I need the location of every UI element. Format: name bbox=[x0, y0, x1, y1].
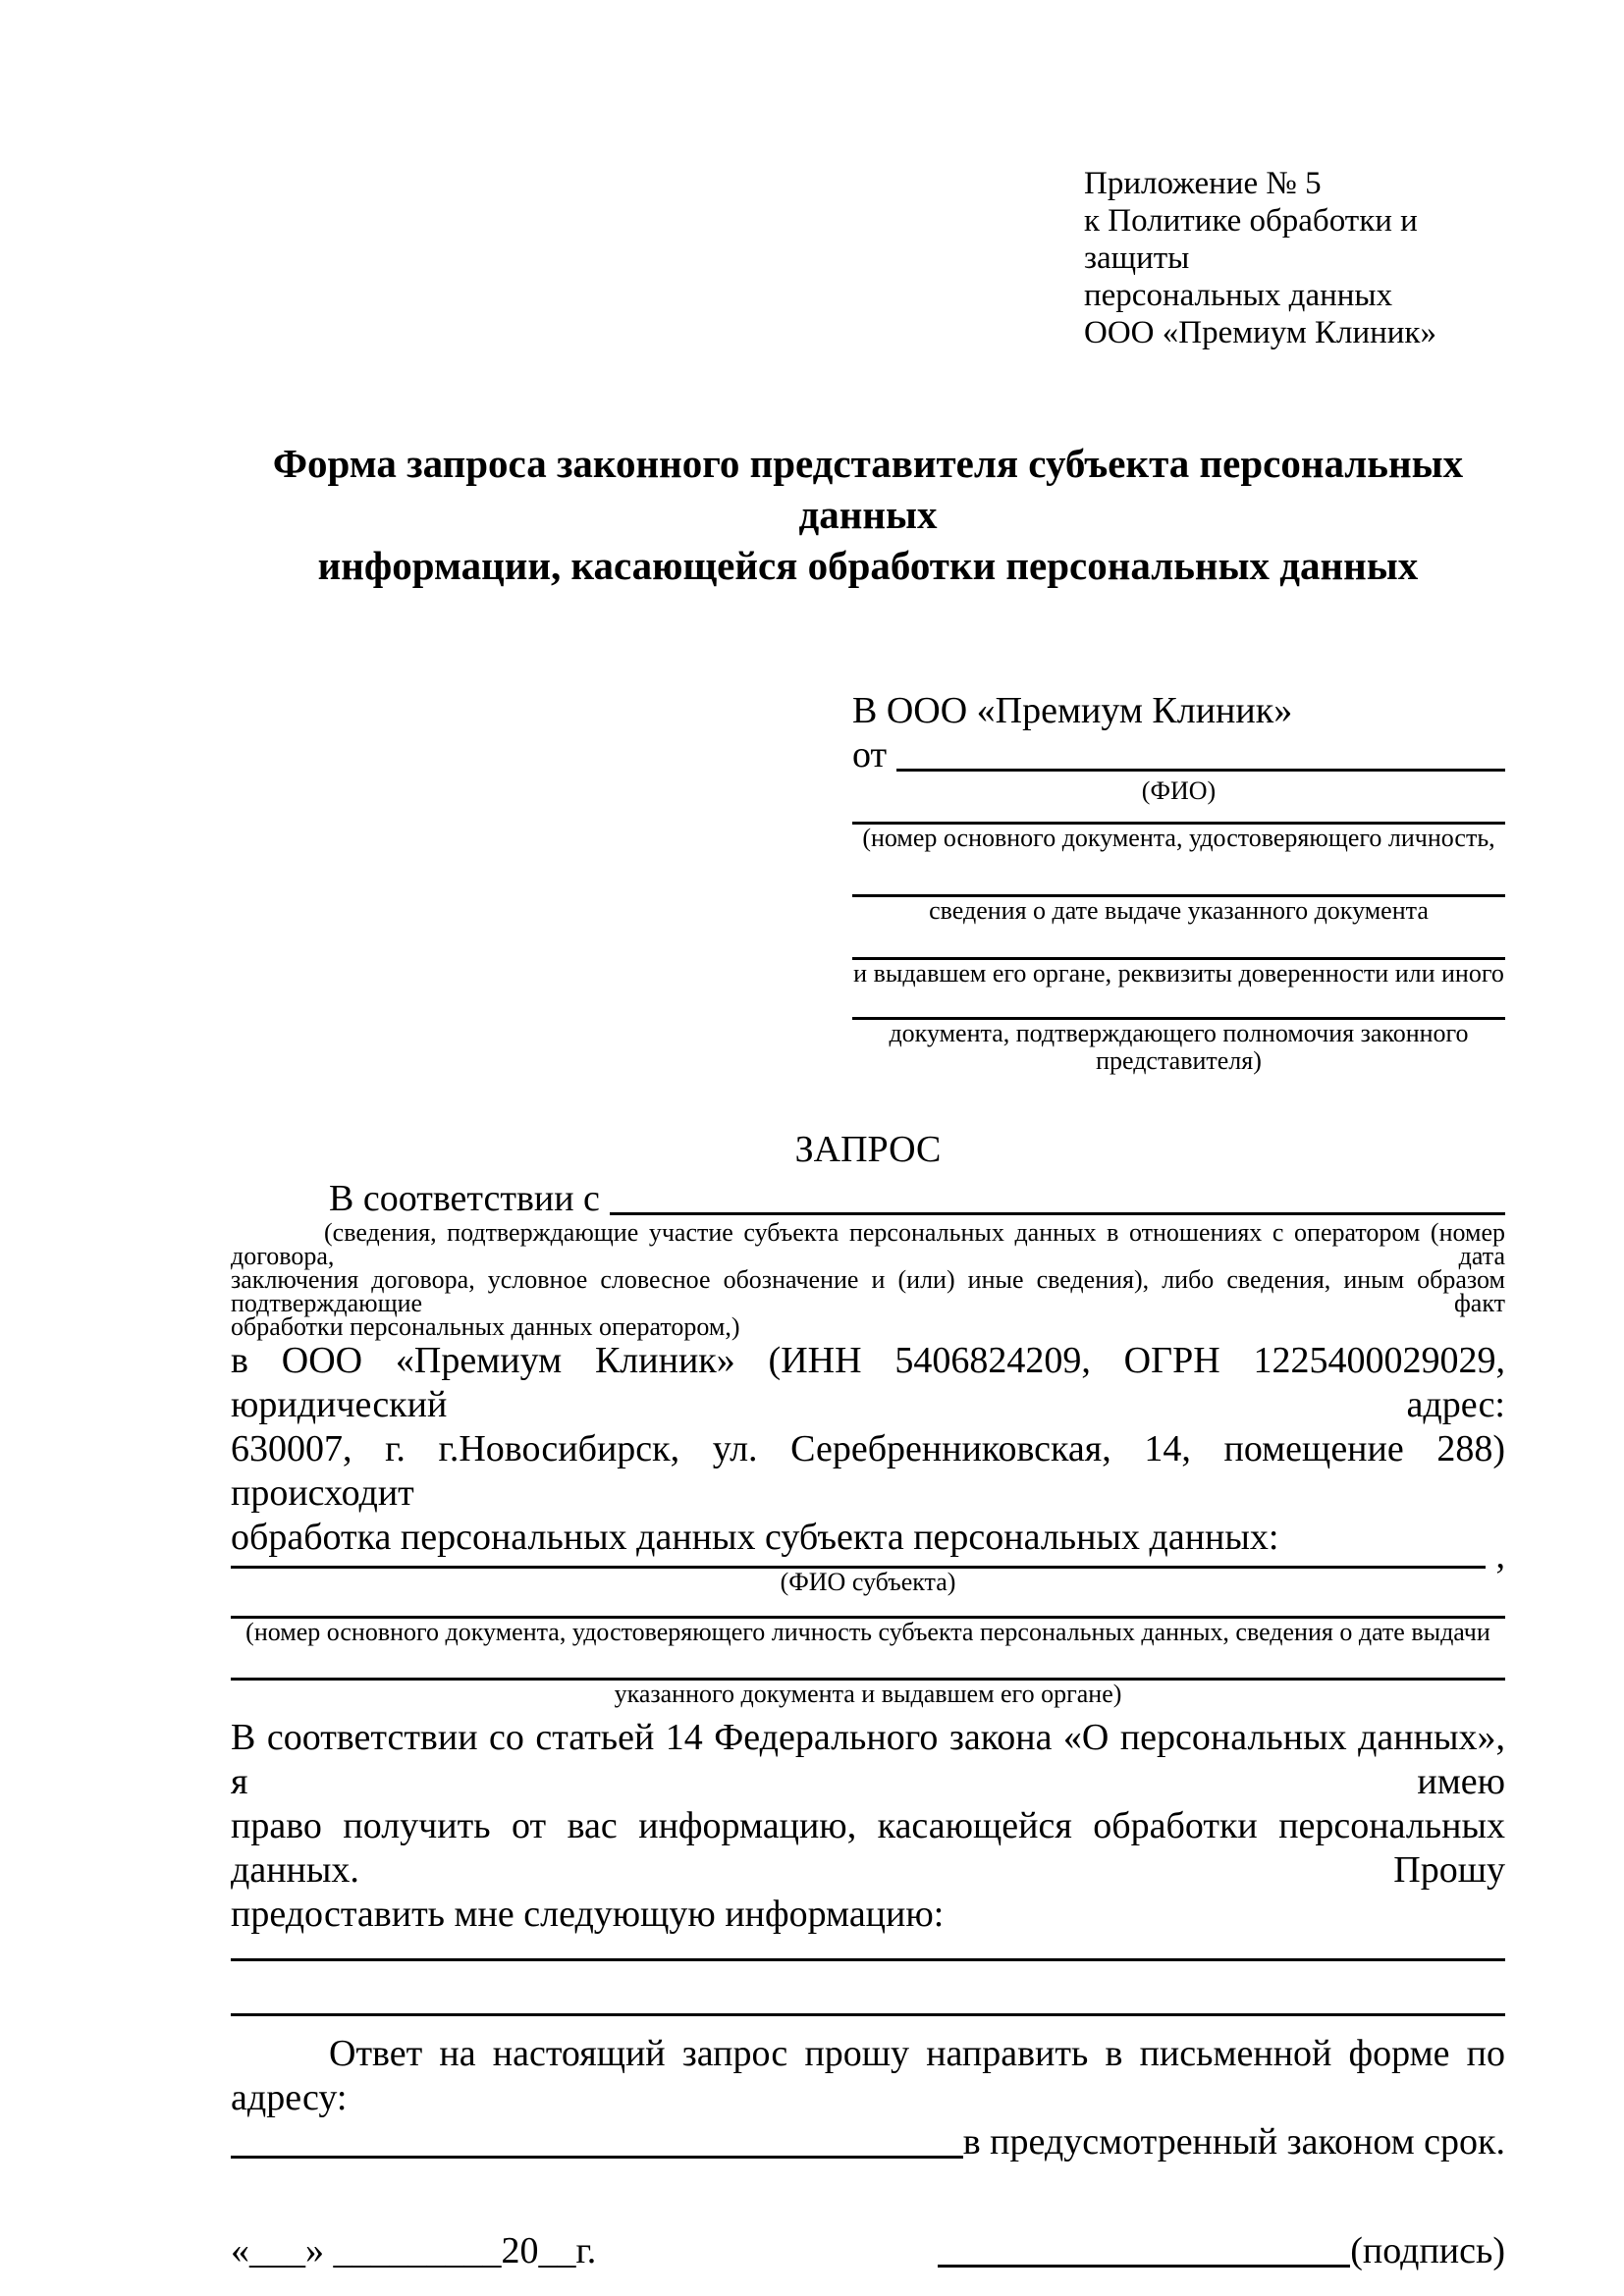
paragraph-line: обработка персональных данных субъекта персональных данных: bbox=[231, 1517, 1279, 1558]
annex-line: ООО «Премиум Клиник» bbox=[1084, 315, 1436, 350]
paragraph-line: в ООО «Премиум Клиник» (ИНН 5406824209, ОГРН 1225400029029, юридический адрес: bbox=[231, 1340, 1505, 1425]
subject-fio-caption: (ФИО субъекта) bbox=[780, 1568, 956, 1596]
field-caption: (номер основного документа, удостоверяющего личность, bbox=[862, 824, 1495, 852]
address-blank-line bbox=[231, 2120, 963, 2159]
signature-caption: (подпись) bbox=[1350, 2230, 1505, 2271]
representative-doc-blank-line bbox=[852, 988, 1505, 1020]
signature-blank-line bbox=[938, 2229, 1350, 2268]
subject-doc-blank-line bbox=[231, 1646, 1505, 1681]
request-heading: ЗАПРОС bbox=[794, 1129, 942, 1170]
paragraph-line: В соответствии со статьей 14 Федерального закона «О персональных данных», я имею bbox=[231, 1717, 1505, 1802]
annex-line: к Политике обработки и защиты bbox=[1084, 203, 1418, 276]
accordance-caption bbox=[231, 1218, 1505, 1341]
annex-line: персональных данных bbox=[1084, 278, 1393, 313]
subject-doc-blank-line bbox=[231, 1596, 1505, 1619]
answer-term-text: в предусмотренный законом срок. bbox=[962, 2121, 1505, 2163]
title-line: информации, касающейся обработки персональных данных bbox=[317, 543, 1419, 588]
title-line: Форма запроса законного представителя субъекта персональных данных bbox=[272, 441, 1464, 537]
field-caption: сведения о дате выдаче указанного документа bbox=[929, 896, 1429, 925]
requested-info-blank-line bbox=[231, 1937, 1505, 1961]
caption-line: (сведения, подтверждающие участие субъекта персональных данных в отношениях с оператором (номер договора, дата bbox=[231, 1218, 1505, 1270]
accordance-label: В соответствии с bbox=[329, 1178, 600, 1219]
accordance-blank-line bbox=[610, 1177, 1505, 1215]
caption-line: заключения договора, условное словесное обозначение и (или) иные сведения), либо сведения, иным образом подтверждающие факт bbox=[231, 1265, 1505, 1317]
answer-paragraph bbox=[231, 2032, 1505, 2164]
field-caption: документа, подтверждающего полномочия законного представителя) bbox=[889, 1019, 1469, 1075]
law-paragraph bbox=[231, 1716, 1505, 1937]
document-title bbox=[231, 438, 1505, 591]
footer-row bbox=[231, 2229, 1505, 2273]
subject-doc-caption: (номер основного документа, удостоверяющего личность субъекта персональных данных, сведения о дате выдачи bbox=[245, 1618, 1490, 1646]
date-field: «___» _________20__г. bbox=[231, 2230, 597, 2271]
operator-paragraph bbox=[231, 1339, 1505, 1560]
addressee-block bbox=[852, 689, 1505, 1075]
representative-doc-blank-line bbox=[852, 852, 1505, 897]
paragraph-line: Ответ на настоящий запрос прошу направить в письменной форме по адресу: bbox=[231, 2033, 1505, 2118]
from-row bbox=[852, 733, 1505, 777]
paragraph-line: предоставить мне следующую информацию: bbox=[231, 1894, 945, 1935]
subject-doc-caption: указанного документа и выдавшем его органе) bbox=[614, 1680, 1122, 1708]
trailing-comma: , bbox=[1495, 1535, 1505, 1576]
representative-doc-blank-line bbox=[852, 805, 1505, 825]
from-blank-line bbox=[896, 733, 1505, 772]
caption-line: обработки персональных данных оператором,) bbox=[231, 1312, 740, 1341]
signature-area bbox=[938, 2229, 1505, 2273]
accordance-row bbox=[231, 1177, 1505, 1221]
fio-caption: (ФИО) bbox=[1141, 776, 1217, 805]
answer-address-row bbox=[231, 2120, 1505, 2164]
addressee-to: В ООО «Премиум Клиник» bbox=[852, 690, 1293, 731]
from-label: от bbox=[852, 734, 888, 775]
subject-fio-blank-line bbox=[231, 1566, 1486, 1569]
annex-line: Приложение № 5 bbox=[1084, 166, 1322, 201]
paragraph-line: 630007, г. г.Новосибирск, ул. Серебренниковская, 14, помещение 288) происходит bbox=[231, 1428, 1505, 1514]
representative-doc-blank-line bbox=[852, 925, 1505, 960]
paragraph-line: право получить от вас информацию, касающейся обработки персональных данных. Прошу bbox=[231, 1805, 1505, 1891]
annex-block bbox=[1084, 165, 1505, 351]
field-caption: и выдавшем его органе, реквизиты доверенности или иного bbox=[853, 959, 1504, 988]
requested-info-blank-line bbox=[231, 1961, 1505, 2016]
